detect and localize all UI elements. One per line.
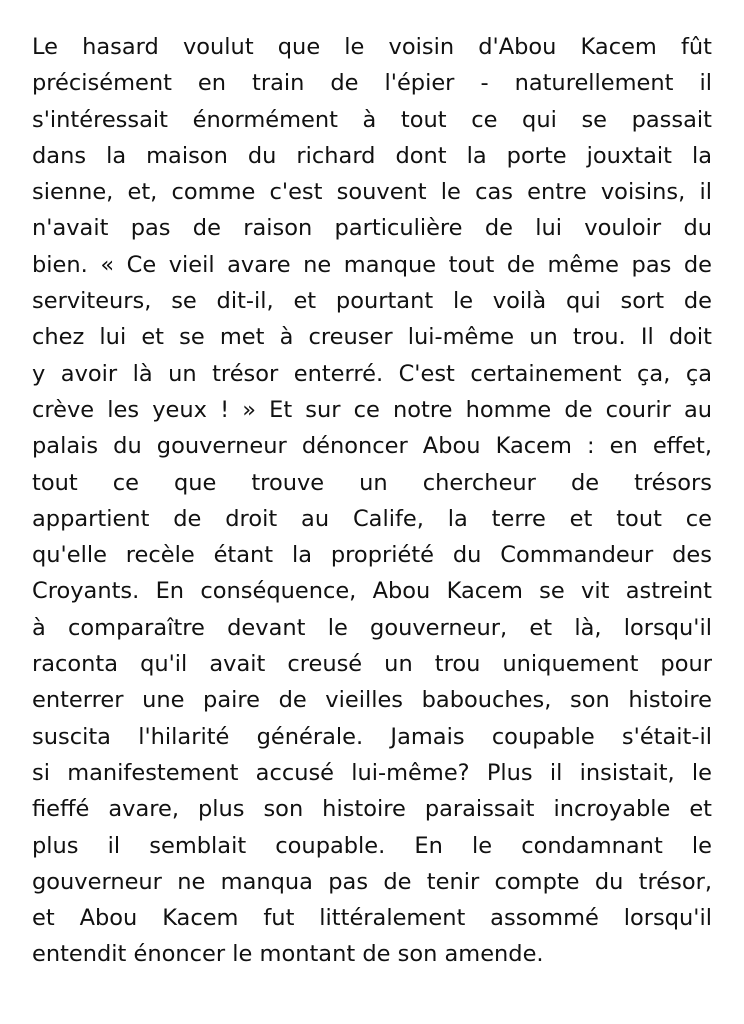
text-line-7: bien. « Ce vieil avare ne manque tout de même pas de [32,251,712,278]
text-line-3: s'intéressait énormément à tout ce qui se passait [32,106,712,133]
text-line-16: Croyants. En conséquence, Abou Kacem se vit astreint [32,578,712,605]
text-line-4: dans la maison du richard dont la porte jouxtait la [32,142,712,169]
text-line-18: raconta qu'il avait creusé un trou uniquement pour [32,651,712,678]
text-line-19: enterrer une paire de vieilles babouches, son histoire [32,687,712,714]
text-line-17: à comparaître devant le gouverneur, et là, lorsqu'il [32,614,712,641]
text-line-11: crève les yeux ! » Et sur ce notre homme de courir au [32,396,712,423]
text-line-12: palais du gouverneur dénoncer Abou Kacem : en effet, [32,433,712,460]
text-line-14: appartient de droit au Calife, la terre et tout ce [32,505,712,532]
text-line-20: suscita l'hilarité générale. Jamais coupable s'était-il [32,723,712,750]
text-line-15: qu'elle recèle étant la propriété du Commandeur des [32,542,712,569]
text-line-1: Le hasard voulut que le voisin d'Abou Kacem fût [32,34,712,60]
text-line-10: y avoir là un trésor enterré. C'est certainement ça, ça [32,360,712,387]
text-line-21: si manifestement accusé lui-même? Plus il insistait, le [32,759,712,786]
text-line-25: et Abou Kacem fut littéralement assommé lorsqu'il [32,905,712,932]
text-line-9: chez lui et se met à creuser lui-même un trou. Il doit [32,324,712,351]
text-line-26: entendit énoncer le montant de son amende. [32,941,544,968]
body-paragraph [32,29,712,973]
text-line-22: fieffé avare, plus son histoire paraissait incroyable et [32,796,712,823]
text-line-24: gouverneur ne manqua pas de tenir compte du trésor, [32,868,712,895]
text-line-5: sienne, et, comme c'est souvent le cas entre voisins, il [32,179,712,206]
text-line-23: plus il semblait coupable. En le condamnant le [32,832,712,859]
text-line-2: précisément en train de l'épier - naturellement il [32,70,712,97]
text-line-8: serviteurs, se dit-il, et pourtant le voilà qui sort de [32,288,712,315]
text-line-13: tout ce que trouve un chercheur de trésors [32,469,712,496]
text-line-6: n'avait pas de raison particulière de lui vouloir du [32,215,713,242]
